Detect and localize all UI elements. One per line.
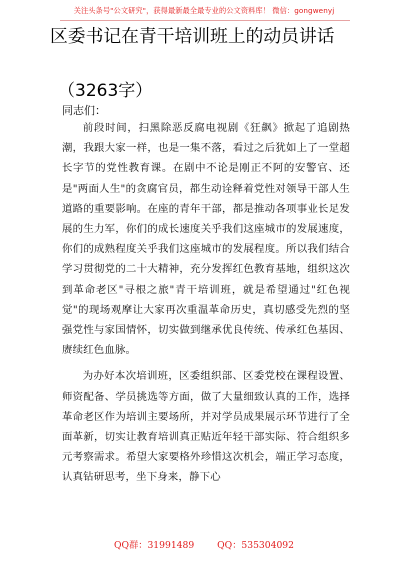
document-body [62,118,350,488]
document-word-count: （3263字） [58,81,153,101]
header-banner: 关注头条号"公文研究"，获得最新最全最专业的公文资料库！ 微信：gongwenyj [73,6,335,15]
body-paragraph: 为办好本次培训班，区委组织部、区委党校在课程设置、师资配备、学员挑选等方面，做了大量细致认真的工作，选择革命老区作为培训主要场所，并对学员成果展示环节进行了全面革新，切实让教育培训真正贴近年轻干部实际、符合组织多元考察需求。希望大家要格外珍惜这次机会，端正学习态度，认真钻研思考，坐下身来，静下心 [62,370,350,484]
footer-qq-group: QQ群：31991489 [114,540,195,551]
header-divider [60,20,350,21]
body-paragraph: 前段时间，扫黑除恶反腐电视剧《狂飙》掀起了追剧热潮，我跟大家一样，也是一集不落，看过之后犹如上了一堂超长字节的党性教育课。在剧中不论是刚正不阿的安警官、还是"两面人生"的贪腐官员，都生动诠释着党性对领导干部人生道路的重要影响。在座的青年干部，都是推动各项事业长足发展的生力军，你们的成长速度关乎我们这座城市的发展速度，你们的成熟程度关乎我们这座城市的发展程度。所以我们结合学习贯彻党的二十大精神，充分发挥红色教育基地，组织这次到革命老区"寻根之旅"青干培训班，就是希望通过"红色视觉"的现场观摩让大家再次重温革命历史，真切感受先烈的坚强党性与家国情怀，切实做到继承优良传统、传承红色基因、赓续红色血脉。 [62,122,350,357]
document-title: 区委书记在青干培训班上的动员讲话 [50,26,335,47]
salutation: 同志们： [62,104,106,117]
footer-qq-number: QQ：535304092 [217,540,294,551]
footer-contact [0,537,408,551]
